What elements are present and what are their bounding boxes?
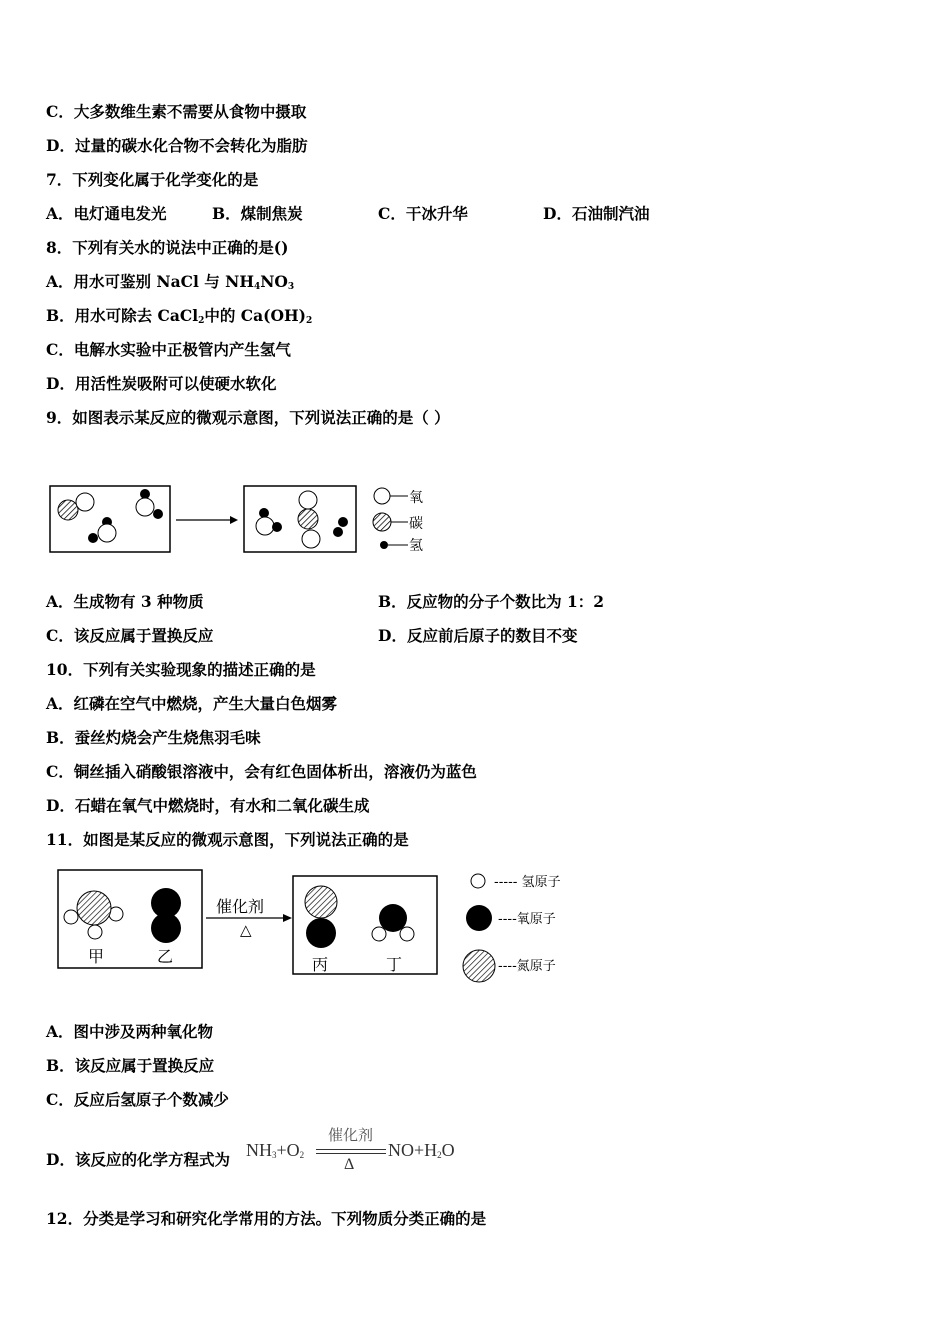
oxygen-atom [151,913,181,943]
hydrogen-atom [64,910,78,924]
q11-option-b: B．该反应属于置换反应 [46,1056,215,1075]
equation-condition-bottom: Δ [344,1156,355,1173]
q8-option-b [46,306,312,331]
equation-right: $NO+H_2O$ [388,1140,455,1160]
arrowhead [230,516,238,524]
equation-left: $NH_3+O_2$ [246,1140,305,1160]
hydrogen-atom [88,533,98,543]
legend-nitrogen-label: ----氮原子 [498,959,556,974]
q8b-sub1: 2 [198,316,205,326]
oxygen-atom [256,517,274,535]
nitrogen-atom [305,886,337,918]
legend-oxygen-icon [466,905,492,931]
oxygen-atom [136,498,154,516]
legend-hydrogen-label: 氢 [409,538,423,554]
q8b-sub2: 2 [305,316,313,326]
oxygen-atom [306,918,336,948]
q8-option-a [46,272,294,297]
legend-nitrogen-icon [463,950,495,982]
q7-option-b: B．煤制焦炭 [212,204,303,223]
question-10: 10．下列有关实验现象的描述正确的是 [46,660,316,679]
hydrogen-atom [153,509,163,519]
oxygen-atom [379,904,407,932]
q8-option-d: D．用活性炭吸附可以使硬水软化 [46,374,277,393]
label-jia: 甲 [88,947,105,966]
q11-option-c: C．反应后氢原子个数减少 [46,1090,229,1109]
legend-oxygen-icon [374,488,390,504]
equals-double-line [316,1149,386,1154]
label-ding: 丁 [386,955,403,974]
carbon-atom [298,509,318,529]
hydrogen-atom [372,927,386,941]
label-yi: 乙 [157,947,174,966]
q8a-mid: NO [260,272,288,291]
nitrogen-atom [77,891,111,925]
legend-carbon-label: 碳 [409,516,423,532]
q10-option-c: C．铜丝插入硝酸银溶液中，会有红色固体析出，溶液仍为蓝色 [46,762,477,781]
hydrogen-atom [400,927,414,941]
carbon-atom [58,500,78,520]
q9-option-d: D．反应前后原子的数目不变 [378,626,578,645]
equation-condition-top: 催化剂 [328,1126,374,1144]
heat-label: △ [240,921,252,939]
q8a-text: A．用水可鉴别 NaCl 与 NH [46,272,254,291]
q8-option-c: C．电解水实验中正极管内产生氢气 [46,340,291,359]
q10-option-a: A．红磷在空气中燃烧，产生大量白色烟雾 [46,694,338,713]
question-7: 7．下列变化属于化学变化的是 [46,170,259,189]
question-9: 9．如图表示某反应的微观示意图，下列说法正确的是（ ） [46,408,450,427]
q7-option-a: A．电灯通电发光 [46,204,167,223]
q9-reaction-diagram [46,480,446,560]
q11-option-a: A．图中涉及两种氧化物 [46,1022,214,1041]
q7-option-d: D．石油制汽油 [543,204,650,223]
q7-option-c: C．干冰升华 [378,204,468,223]
q11-reaction-diagram [54,866,574,988]
legend-oxygen-label: ----氧原子 [498,912,556,927]
q9-option-c: C．该反应属于置换反应 [46,626,214,645]
q9-option-a: A．生成物有 3 种物质 [46,592,204,611]
oxygen-atom [98,524,116,542]
q8a-sub2: 3 [287,282,295,292]
q9-option-b: B．反应物的分子个数比为 1：2 [378,592,605,611]
legend-hydrogen-label: ----- 氢原子 [494,875,561,890]
label-bing: 丙 [312,955,329,974]
legend-hydrogen-icon [380,541,388,549]
legend-hydrogen-icon [471,874,485,888]
legend-carbon-icon [373,513,391,531]
q6-option-d: D．过量的碳水化合物不会转化为脂肪 [46,136,308,155]
q11-option-d: D．该反应的化学方程式为 [46,1150,230,1169]
question-12: 12．分类是学习和研究化学常用的方法。下列物质分类正确的是 [46,1209,487,1228]
chemical-equation [246,1124,486,1180]
hydrogen-atom [272,522,282,532]
oxygen-atom [76,493,94,511]
q6-option-c: C．大多数维生素不需要从食物中摄取 [46,102,307,121]
question-11: 11．如图是某反应的微观示意图，下列说法正确的是 [46,830,409,849]
catalyst-label: 催化剂 [216,897,265,916]
q8b-text: B．用水可除去 CaCl [46,306,199,325]
hydrogen-atom [88,925,102,939]
hydrogen-atom [259,508,269,518]
q8b-mid: 中的 Ca(OH) [204,306,306,325]
legend-oxygen-label: 氧 [409,490,423,506]
q10-option-d: D．石蜡在氧气中燃烧时，有水和二氧化碳生成 [46,796,370,815]
q10-option-b: B．蚕丝灼烧会产生烧焦羽毛味 [46,728,261,747]
arrowhead [283,914,292,922]
oxygen-atom [302,530,320,548]
reactant-box [58,870,202,968]
oxygen-atom [299,491,317,509]
q8a-sub1: 4 [253,282,261,292]
question-8: 8．下列有关水的说法中正确的是() [46,238,289,257]
hydrogen-atom [338,517,348,527]
hydrogen-atom [333,527,343,537]
